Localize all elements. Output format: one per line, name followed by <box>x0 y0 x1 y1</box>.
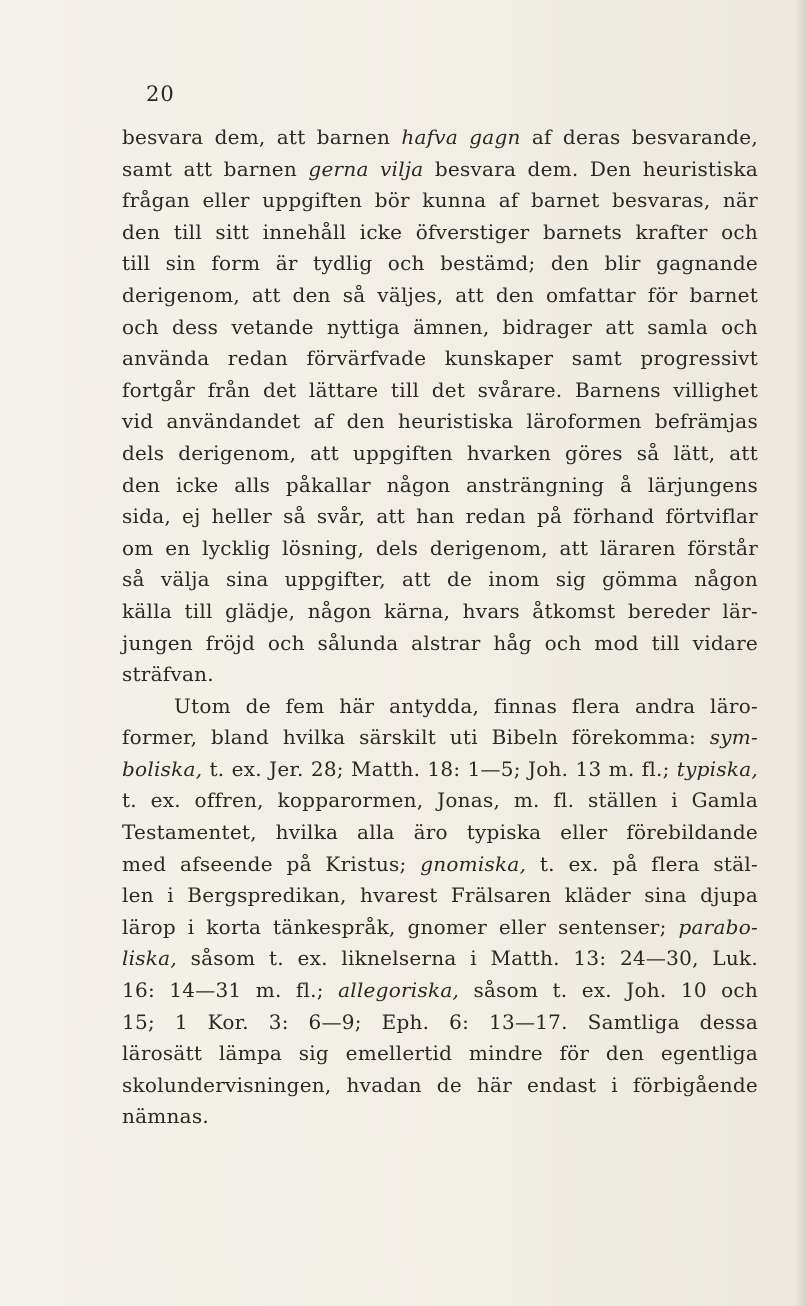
text-line <box>122 185 758 217</box>
italic-term: liska, <box>122 946 177 971</box>
text-line <box>122 248 758 280</box>
text-line <box>122 564 758 596</box>
text-line <box>122 691 758 723</box>
text-run: len i Bergspredikan, hvarest Frälsaren kläder sina djupa <box>122 883 758 908</box>
text-line <box>122 470 758 502</box>
page-number: 20 <box>146 82 175 106</box>
text-run: såsom t. ex. liknelserna i Matth. 13: 24—30, Luk. <box>176 946 758 971</box>
text-line <box>122 849 758 881</box>
text-line <box>122 628 758 660</box>
text-run: Testamentet, hvilka alla äro typiska eller förebildande <box>122 820 758 845</box>
text-line <box>122 533 758 565</box>
text-run: af deras besvarande, <box>520 125 758 149</box>
text-line <box>122 754 758 786</box>
text-run: använda redan förvärfvade kunskaper samt progressivt <box>122 346 758 371</box>
text-run: den icke alls påkallar någon ansträngning å lärjungens <box>122 472 758 497</box>
text-run: derigenom, att den så väljes, att den omfattar för barnet <box>122 282 758 307</box>
text-line <box>122 1038 758 1070</box>
text-run: sida, ej heller så svår, att han redan på förhand förtviflar <box>122 504 758 529</box>
text-run: såsom t. ex. Joh. 10 och <box>459 978 758 1003</box>
text-line <box>122 975 758 1007</box>
text-run: och dess vetande nyttiga ämnen, bidrager att samla och <box>122 314 758 339</box>
text-run: samt att barnen <box>122 156 309 181</box>
italic-term: boliska, <box>122 756 203 781</box>
text-run: besvara dem, att barnen <box>122 125 402 149</box>
text-run: besvara dem. Den heuristiska <box>423 156 759 181</box>
text-run: former, bland hvilka särskilt uti Bibeln förekomma: <box>122 725 710 750</box>
text-run: om en lycklig lösning, dels derigenom, att läraren förstår <box>122 535 758 560</box>
italic-term: gerna vilja <box>308 156 424 181</box>
text-line <box>122 659 758 691</box>
text-run: källa till glädje, någon kärna, hvars åtkomst bereder lär- <box>122 598 758 623</box>
text-line <box>122 438 758 470</box>
text-line <box>122 406 758 438</box>
italic-term: hafva gagn <box>401 125 521 149</box>
text-run: dels derigenom, att uppgiften hvarken göres så lätt, att <box>122 440 758 465</box>
text-run: frågan eller uppgiften bör kunna af barnet besvaras, när <box>122 188 758 213</box>
text-line <box>122 122 758 154</box>
text-line <box>122 596 758 628</box>
text-run: t. ex. Jer. 28; Matth. 18: 1—5; Joh. 13 m. fl.; <box>202 756 677 781</box>
italic-term: sym- <box>709 725 758 750</box>
text-run: jungen fröjd och sålunda alstrar håg och mod till vidare <box>122 630 758 655</box>
text-run: t. ex. på flera stäl- <box>526 851 758 876</box>
text-run: till sin form är tydlig och bestämd; den blir gagnande <box>122 251 758 276</box>
text-line <box>122 154 758 186</box>
text-run: fortgår från det lättare till det svårare. Barnens villighet <box>122 377 758 402</box>
italic-term: parabo- <box>678 914 758 939</box>
text-run: t. ex. offren, kopparormen, Jonas, m. fl. ställen i Gamla <box>122 788 758 813</box>
text-run: sträfvan. <box>122 662 214 687</box>
text-line <box>122 943 758 975</box>
text-run: med afseende på Kristus; <box>122 851 421 876</box>
text-run: vid användandet af den heuristiska läroformen befrämjas <box>122 409 758 434</box>
text-line <box>122 343 758 375</box>
text-line <box>122 1007 758 1039</box>
text-line <box>122 375 758 407</box>
text-run: lärор i korta tänkespråk, gnomer eller sentenser; <box>122 914 679 939</box>
text-line <box>122 217 758 249</box>
text-run: 16: 14—31 m. fl.; <box>122 978 339 1003</box>
text-run: så välja sina uppgifter, att de inom sig gömma någon <box>122 567 758 592</box>
text-run: 15; 1 Kor. 3: 6—9; Eph. 6: 13—17. Samtliga dessa <box>122 1009 758 1034</box>
text-line <box>122 722 758 754</box>
text-run: nämnas. <box>122 1104 209 1129</box>
text-run: Utom de fem här antydda, finnas flera andra läro- <box>174 693 758 718</box>
text-line <box>122 501 758 533</box>
text-line <box>122 1070 758 1102</box>
text-line <box>122 1101 758 1133</box>
text-run: den till sitt innehåll icke öfverstiger barnets krafter och <box>122 219 758 244</box>
text-run: lärosätt lämpa sig emellertid mindre för den egentliga <box>122 1041 758 1066</box>
text-line <box>122 280 758 312</box>
italic-term: typiska, <box>676 756 758 781</box>
text-line <box>122 880 758 912</box>
text-line <box>122 912 758 944</box>
text-run: skolundervisningen, hvadan de här endast i förbigående <box>122 1072 758 1097</box>
italic-term: gnomiska, <box>420 851 527 876</box>
text-line <box>122 312 758 344</box>
italic-term: allegoriska, <box>338 978 460 1003</box>
text-line <box>122 817 758 849</box>
text-line <box>122 785 758 817</box>
page-edge-shadow <box>795 0 807 1306</box>
body-text <box>122 122 758 1133</box>
